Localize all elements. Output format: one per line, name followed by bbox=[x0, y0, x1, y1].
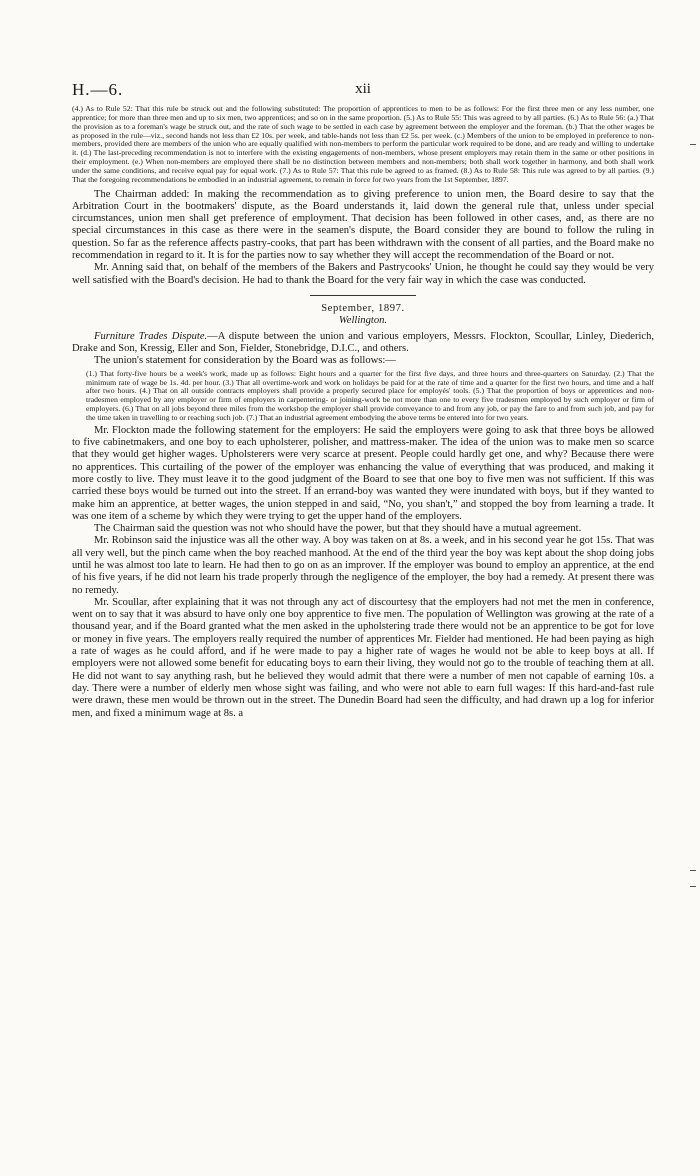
anning-paragraph: Mr. Anning said that, on behalf of the members of the Bakers and Pastrycooks' Union, he thought he could say they would be very well satisfied with the Board's decision. He had to thank the Board for the very fair way in which the case was conducted. bbox=[72, 262, 654, 286]
dispute-paragraph bbox=[72, 331, 654, 356]
dispute-title: Furniture Trades Dispute. bbox=[94, 330, 208, 342]
chairman-mutual-paragraph: The Chairman said the question was not who should have the power, but that they should have a mutual agreement. bbox=[94, 523, 582, 535]
section-divider bbox=[310, 295, 416, 296]
margin-mark bbox=[690, 886, 696, 887]
union-statement-intro: The union's statement for consideration by the Board was as follows:— bbox=[94, 355, 396, 367]
recommendations-block bbox=[72, 105, 654, 185]
section-place: Wellington. bbox=[338, 315, 388, 327]
dispute-section bbox=[72, 331, 654, 368]
section-heading: September, 1897. bbox=[321, 302, 405, 314]
statements-section bbox=[72, 425, 654, 720]
union-claims-text: (1.) That forty-five hours be a week's work, made up as follows: Eight hours and a quarter for the first five days, and three hours and three-quarters on Saturday. (2.) That the minimum rate of wage be 1s. 4d. per hour. (3.) That all overtime-work and work on holidays be paid for at the rate of time and a quarter for the first two hours, and time and a half after two hours. (4.) That on all outside contracts employers shall provide a properly secured place for employés' tools. (5.) That the proportion of boys or apprentices and non-tradesmen employed by any employer or firm of employers in carpentering- or joining-work be not more than one to every five tradesmen employed by such employer or firm of employers. (6.) That on all jobs beyond three miles from the workshop the employer shall provide conveyance to and from any job, or pay the fare to and from such job, and pay for the time taken in travelling to or reaching such job. (7.) That an industrial agreement embodying the above terms be entered into for two years. bbox=[86, 368, 654, 422]
dispute-description: —A dispute between the union and various employers, Messrs. Flockton, Scoullar, Linley, Diederich, Drake and Son, Kressig, Eller and Son, Fielder, Stonebridge, D.I.C., and others. bbox=[72, 330, 654, 355]
page-header bbox=[72, 80, 654, 102]
scoullar-paragraph: Mr. Scoullar, after explaining that it was not through any act of discourtesy that the employers had not met the men in conference, went on to say that it was absurd to have only one boy apprentice to five men. The population of Wellington was growing at the rate of a thousand year, and if the Board granted what the men asked in the upholstering trade there would not be an apprentice to be got for love or money in five years. The employers really required the number of apprentices Mr. Fielder had mentioned. He had been paying as high a rate of wages as he could afford, and if he were made to pay a higher rate of wages he would not be able to keep boys at all. If employers were not allowed some benefit for educating boys to earn their living, they would not go to the trouble of teaching them at all. He did not want to say anything rash, but he believed they would admit that there were a number of men not capable of earning 10s. a day. There were a number of elderly men whose sight was failing, and who were not able to earn full wages: If this hard-and-fast rule were drawn, these men would be thrown out in the street. The Dunedin Board had seen the difficulty, and had drawn up a log for inferior men, and fixed a minimum wage at 8s. a bbox=[72, 596, 654, 719]
flockton-paragraph: Mr. Flockton made the following statement for the employers: He said the employers were going to ask that three boys be allowed to five cabinetmakers, and one boy to each upholsterer, polisher, and mattress-maker. The idea of the union was to make men so scarce that they would get higher wages. Upholsterers were very scarce at present. People could hardly get one, and why? Because there were no apprentices. This curtailing of the power of the employer was enhancing the value of everything that was produced, and making it more costly to live. They must leave it to the good judgment of the Board to see that one boy to five men was not sufficient. If this was carried these boys would be turned out into the street. If an errand-boy was wanted they were inundated with boys, but if they wanted to make him an apprentice, at better wages, the union stepped in and said, “No, you shan't,” and stopped the boy from learning a trade. It was one item of a scheme by which they were trying to get the upper hand of the employers. bbox=[72, 424, 654, 522]
page-body bbox=[72, 105, 654, 720]
document-code: H.—6. bbox=[72, 80, 124, 99]
chairman-paragraph: The Chairman added: In making the recommendation as to giving preference to union men, the Board desire to say that the Arbitration Court in the bootmakers' dispute, as the Board understands it, laid down the general rule that, unless under special circumstances, union men shall get preference of employment. That decision has been followed in other cases, and, as there are no special circumstances in this case as there were in the seamen's dispute, the Board consider they are bound to follow the ruling in question. So far as the reference affects pastry-cooks, that part has been withdrawn with the consent of all parties, and the Board make no recommendation in regard to it. It is for the parties now to say whether they will accept the recommendation of the Board or not. bbox=[72, 188, 654, 262]
margin-mark bbox=[690, 144, 696, 145]
page-number: xii bbox=[355, 81, 371, 97]
union-claims-block bbox=[86, 370, 654, 423]
chairman-section bbox=[72, 189, 654, 287]
margin-mark bbox=[690, 870, 696, 871]
robinson-paragraph: Mr. Robinson said the injustice was all the other way. A boy was taken on at 8s. a week, and in his second year he got 15s. That was all very well, but the pinch came when the boy reached manhood. At the end of the third year the boy was kept about the shop doing jobs until he was almost too late to learn. He had then to go on as an improver. If the employer was bound to employ an apprentice, at the end of his five years, if he did not learn his trade properly through the negligence of the employer, the boy had a remedy. At present there was no remedy. bbox=[72, 535, 654, 596]
recommendations-text: (4.) As to Rule 52: That this rule be struck out and the following substituted: The proportion of apprentices to men to be as follows: For the first three men or any less number, one apprentice; for more than three men and up to six men, two apprentices; and so on in the same proportion. (5.) As to Rule 55: This was agreed to by all parties. (6.) As to Rule 56: (a.) That the provision as to a foreman's wage be struck out, and the rate of such wage to be settled in each case by agreement between the employer and the foreman. (b.) That the other wages be as proposed in the rule—viz., second hands not less than £2 10s. per week, and table-hands not less than £2 5s. per week. (c.) Members of the union to be employed in preference to non-members, provided there are members of the union who are equally qualified with non-members to perform the particular work required to be done, and are ready and willing to undertake it. (d.) The last-preceding recommendation is not to interfere with the existing engagements of non-members, whose present employers may retain them in the same or other positions in their employment. (e.) When non-members are employed there shall be no distinction between members and non-members; both shall work together in harmony, and both shall work under the same conditions, and receive equal pay for equal work. (7.) As to Rule 57: That this rule be agreed to as framed. (8.) As to Rule 58: This rule was agreed to by all parties. (9.) That the foregoing recommendations be embodied in an industrial agreement, to remain in force for two years from the 1st September, 1897. bbox=[72, 104, 654, 184]
